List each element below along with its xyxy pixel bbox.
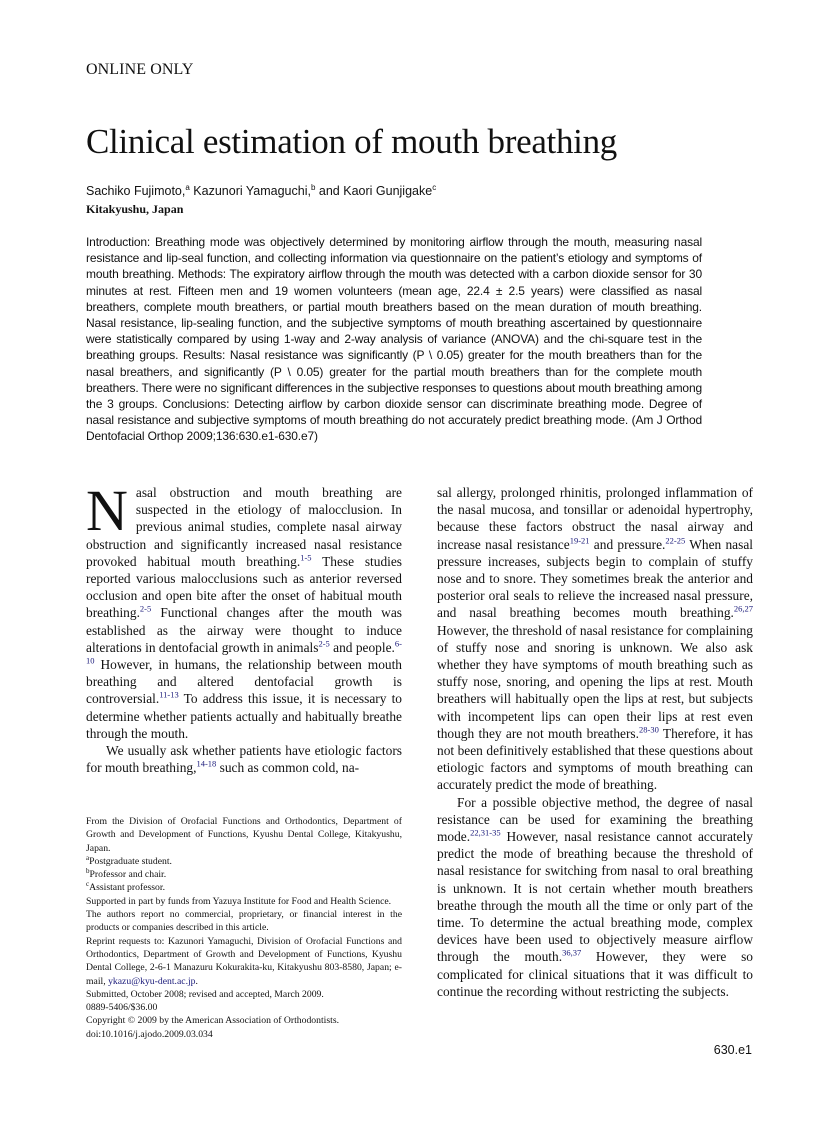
article-title: Clinical estimation of mouth breathing: [86, 122, 617, 161]
citation-link[interactable]: 36,37: [562, 948, 582, 959]
citation-link[interactable]: 28-30: [639, 724, 659, 735]
citation-link[interactable]: 14-18: [196, 758, 217, 769]
body-column-left: [86, 478, 403, 776]
citation-link[interactable]: 1-5: [300, 552, 312, 563]
page-number: 630.e1: [713, 1043, 752, 1057]
footnote-a: $^a$Postgraduate student.: [86, 853, 172, 867]
citation-link[interactable]: 11-13: [159, 689, 179, 700]
reprint-note: Reprint requests to: Kazunori Yamaguchi, Division of Orofacial Functions and Orthodontics, Department of Growth and Development of Functions, Kyushu Dental College, 2-6-1 Manazuru Kokurakita-ku, Kitakyushu 803-8580, Japan; e-mail, ykazu@kyu-dent.ac.jp.: [86, 935, 402, 987]
drop-cap: N: [86, 478, 128, 543]
body-paragraph: Nasal obstruction and mouth breathing are suspected in the etiology of malocclusion. In previous animal studies, complete nasal airway obstruction and significantly increased nasal resistance provoked habitual mouth breathing.$^{1-5}$ These studies reported various malocclusions such as anterior reversed occlusion and open bite after the onset of habitual mouth breathing.$^{2-5}$ Functional changes after the mouth was established as the airway were thought to induce alterations in dentofacial growth in animals$^{2-5}$ and people.$^{6-10}$ However, in humans, the relationship between mouth breathing and altered dentofacial growth is controversial.$^{11-13}$ To address this issue, it is necessary to determine whether patients actually and habitually breathe through the mouth.: [86, 478, 403, 741]
citation-link[interactable]: 26,27: [733, 603, 753, 614]
copyright: Copyright © 2009 by the American Association of Orthodontists.: [86, 1015, 340, 1027]
funding-note: Supported in part by funds from Yazuya Institute for Food and Health Science.: [86, 895, 392, 907]
affiliation-mark: b: [310, 182, 316, 192]
body-paragraph-continued: sal allergy, prolonged rhinitis, prolonged inflammation of the nasal mucosa, and tonsillar or adenoidal hypertrophy, because these factors obstruct the nasal airway and increase nasal resistance$^{19-21}$ and pressure.$^{22-25}$ When nasal pressure increases, subjects begin to complain of stuffy nose and to snore. They sometimes break the anterior and posterior oral seals to relieve the increased nasal pressure, and nasal breathing becomes mouth breathing.$^{26,27}$ However, the threshold of nasal resistance for complaining of stuffy nose and snoring is unknown. We also ask whether they have symptoms of mouth breathing such as stuffy nose, snoring, and opening the lips at rest. Mouth breathers will habitually open the lips at rest, but subjects with incompetent lips can open their lips at rest even though they are not mouth breathers.$^{28-30}$ Therefore, it has not been definitively established that these questions about etiologic factors and symptoms of mouth breathing can accurately predict the mode of breathing.: [437, 485, 754, 793]
affiliation-mark: c: [432, 182, 437, 192]
footnote-c: $^c$Assistant professor.: [86, 880, 165, 894]
column-continued-text: such as common cold, na-: [216, 760, 360, 776]
conflict-note: The authors report no commercial, proprietary, or financial interest in the products or companies described in this article.: [86, 909, 402, 934]
issn: 0889-5406/$36.00: [86, 1002, 158, 1014]
section-label: ONLINE ONLY: [86, 61, 194, 78]
footnote-b: $^b$Professor and chair.: [86, 866, 167, 881]
body-paragraph: For a possible objective method, the degree of nasal resistance can be used for examining the breathing mode.$^{22,31-35}$ However, nasal resistance cannot accurately predict the mode of breathing because the threshold of nasal resistance for switching from nasal to oral breathing is unknown. It is not certain whether mouth breathers breathe through the mouth all the time or only part of the time. To determine the actual breathing mode, complex devices have been used to objectively measure airflow through the mouth.$^{36,37}$ However, they were so complicated for clinical situations that it was difficult to continue the recording without restricting the subjects.: [437, 794, 753, 999]
affiliation-note: From the Division of Orofacial Functions and Orthodontics, Department of Growth and Development of Functions, Kyushu Dental College, Kitakyushu, Japan.: [86, 816, 402, 854]
body-column-right: [437, 484, 753, 1000]
citation-link[interactable]: 19-21: [569, 535, 590, 546]
citation-link[interactable]: 6-10: [86, 638, 402, 666]
doi[interactable]: doi:10.1016/j.ajodo.2009.03.034: [86, 1028, 213, 1040]
column-continued-text: sal allergy, prolonged rhinitis, prolonged inflammation of the nasal mucosa, and tonsillar or adenoidal hypertrophy, because these factors obstruct the nasal airway and increase nasal resistance: [437, 485, 753, 552]
citation-link[interactable]: 2-5: [139, 603, 152, 614]
email-link[interactable]: ykazu@kyu-dent.ac.jp: [108, 975, 196, 987]
author-list: [86, 184, 436, 198]
affiliation-mark: a: [185, 182, 190, 192]
citation-link[interactable]: 22,31-35: [470, 827, 501, 838]
body-paragraph: We usually ask whether patients have etiologic factors for mouth breathing,$^{14-18}$ such as common cold, na-: [86, 743, 402, 776]
abstract: Introduction: Breathing mode was objectively determined by monitoring airflow through the mouth, measuring nasal resistance and lip-seal function, and collecting information via questionnaire on the patient’s etiology and symptoms of mouth breathing. Methods: The expiratory airflow through the mouth was detected with a carbon dioxide sensor for 30 minutes at rest. Fifteen men and 19 women volunteers (mean age, 22.4 ± 2.5 years) were classified as nasal breathers, complete mouth breathers, or partial mouth breathers based on the mean duration of mouth breathing. Nasal resistance, lip-sealing function, and the subjective symptoms of mouth breathing ascertained by questionnaire were statistically compared by using 1-way and 2-way analysis of variance (ANOVA) and the chi-square test in the breathing groups. Results: Nasal resistance was significantly (P \ 0.05) greater for the mouth breathers than for the nasal breathers, and significantly (P \ 0.05) greater for the partial mouth breathers than for the complete mouth breathers. There were no significant differences in the subjective responses to questions about mouth breathing among the 3 groups. Conclusions: Detecting airflow by carbon dioxide sensor can discriminate breathing mode. Degree of nasal resistance and subjective symptoms of mouth breathing do not accurately predict breathing mode. (Am J Orthod Dentofacial Orthop 2009;136:630.e1-630.e7): [86, 235, 702, 444]
author-location: Kitakyushu, Japan: [86, 202, 184, 216]
author-name: and Kaori Gunjigake: [318, 184, 433, 198]
citation-link[interactable]: 2-5: [318, 638, 330, 649]
citation-link[interactable]: 22-25: [665, 535, 686, 546]
footnotes: [86, 815, 402, 1041]
author-name: Kazunori Yamaguchi,: [193, 184, 311, 198]
author-name: Sachiko Fujimoto,: [86, 184, 186, 198]
submitted-note: Submitted, October 2008; revised and accepted, March 2009.: [86, 988, 324, 1000]
